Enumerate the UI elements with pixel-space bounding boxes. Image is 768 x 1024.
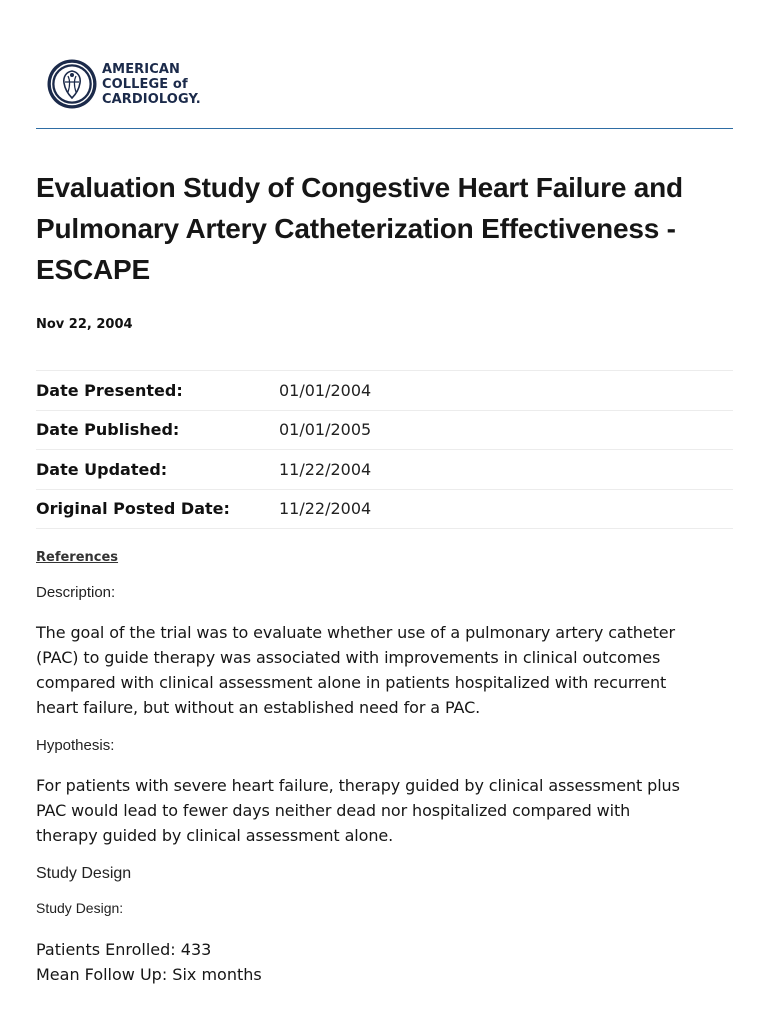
study-design-heading: Study Design [36,865,132,882]
description-line: heart failure, but without an established need for a PAC. [36,698,481,717]
hypothesis-line: therapy guided by clinical assessment alone. [36,826,394,845]
meta-row-updated [36,450,733,490]
description-label: Description: [36,584,116,601]
meta-row-original-posted [36,490,733,530]
page-title [36,167,733,290]
posted-date: Nov 22, 2004 [36,317,133,332]
hypothesis-line: For patients with severe heart failure, therapy guided by clinical assessment plus [36,776,680,795]
date-meta-table [36,370,733,529]
logo-line-3: CARDIOLOGY. [102,91,201,107]
logo-line-1: AMERICAN [102,61,181,77]
logo-line-2: COLLEGE of [102,76,188,92]
title-line-1: Evaluation Study of Congestive Heart Failure and [36,172,683,203]
hypothesis-label: Hypothesis: [36,737,115,754]
hypothesis-text [36,773,733,848]
meta-label: Date Published: [36,420,180,440]
description-text [36,620,733,720]
header-divider [36,128,733,129]
meta-label: Date Updated: [36,459,168,479]
title-line-2: Pulmonary Artery Catheterization Effectiveness - [36,213,676,244]
acc-logo-text [102,62,201,107]
description-line: compared with clinical assessment alone in patients hospitalized with recurrent [36,673,667,692]
description-line: (PAC) to guide therapy was associated with improvements in clinical outcomes [36,648,661,667]
acc-seal-icon [46,58,98,110]
meta-value: 01/01/2004 [279,380,372,400]
acc-logo[interactable] [46,57,201,111]
meta-value: 01/01/2005 [279,420,372,440]
description-line: The goal of the trial was to evaluate whether use of a pulmonary artery catheter [36,623,675,642]
meta-row-presented [36,371,733,411]
meta-value: 11/22/2004 [279,499,372,519]
study-stats [36,937,262,987]
patients-enrolled: Patients Enrolled: 433 [36,940,212,959]
meta-label: Date Presented: [36,380,183,400]
hypothesis-line: PAC would lead to fewer days neither dead nor hospitalized compared with [36,801,631,820]
mean-follow-up: Mean Follow Up: Six months [36,965,262,984]
references-link[interactable]: References [36,550,119,565]
meta-row-published [36,411,733,451]
meta-label: Original Posted Date: [36,499,230,519]
title-line-3: ESCAPE [36,254,150,285]
study-design-label: Study Design: [36,900,124,916]
meta-value: 11/22/2004 [279,459,372,479]
